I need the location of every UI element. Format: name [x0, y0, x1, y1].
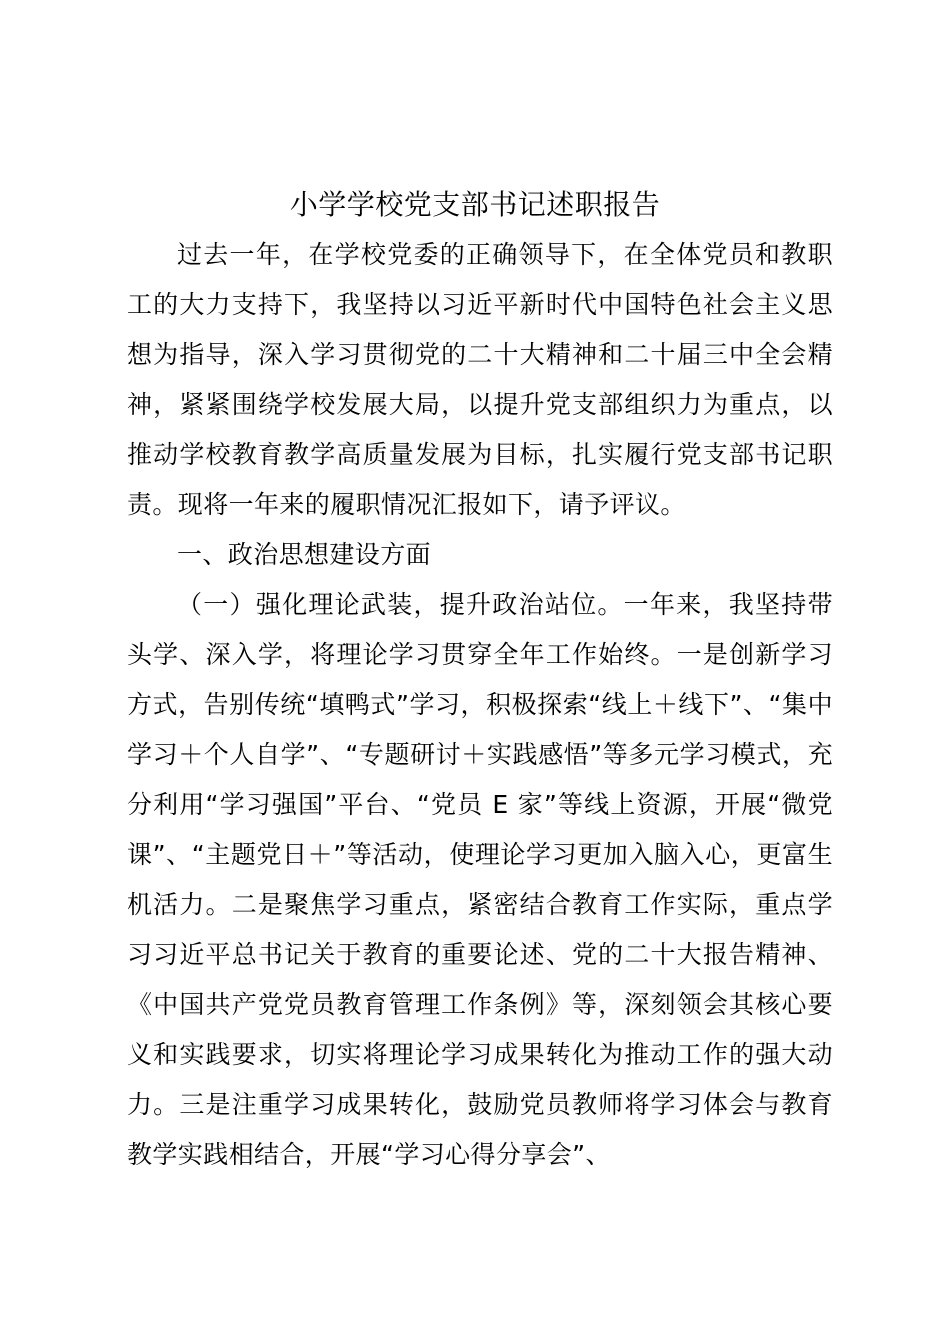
paragraph-theory-study: （一）强化理论武装，提升政治站位。一年来，我坚持带头学、深入学，将理论学习贯穿全年工作始终。一是创新学习方式，告别传统“填鸭式”学习，积极探索“线上＋线下”、“集中学习＋个人自学”、“专题研讨＋实践感悟”等多元学习模式，充分利用“学习强国”平台、“党员 E 家”等线上资源，开展“微党课”、“主题党日＋”等活动，使理论学习更加入脑入心，更富生机活力。二是聚焦学习重点，紧密结合教育工作实际，重点学习习近平总书记关于教育的重要论述、党的二十大报告精神、《中国共产党党员教育管理工作条例》等，深刻领会其核心要义和实践要求，切实将理论学习成果转化为推动工作的强大动力。三是注重学习成果转化，鼓励党员教师将学习体会与教育教学实践相结合，开展“学习心得分享会”、	[127, 590, 833, 1169]
document-body	[127, 230, 833, 1180]
paragraph-intro: 过去一年，在学校党委的正确领导下，在全体党员和教职工的大力支持下，我坚持以习近平新时代中国特色社会主义思想为指导，深入学习贯彻党的二十大精神和二十届三中全会精神，紧紧围绕学校发展大局，以提升党支部组织力为重点，以推动学校教育教学高质量发展为目标，扎实履行党支部书记职责。现将一年来的履职情况汇报如下，请予评议。	[127, 240, 833, 519]
section-heading: 一、政治思想建设方面	[177, 540, 432, 569]
document-title: 小学学校党支部书记述职报告	[289, 188, 661, 221]
